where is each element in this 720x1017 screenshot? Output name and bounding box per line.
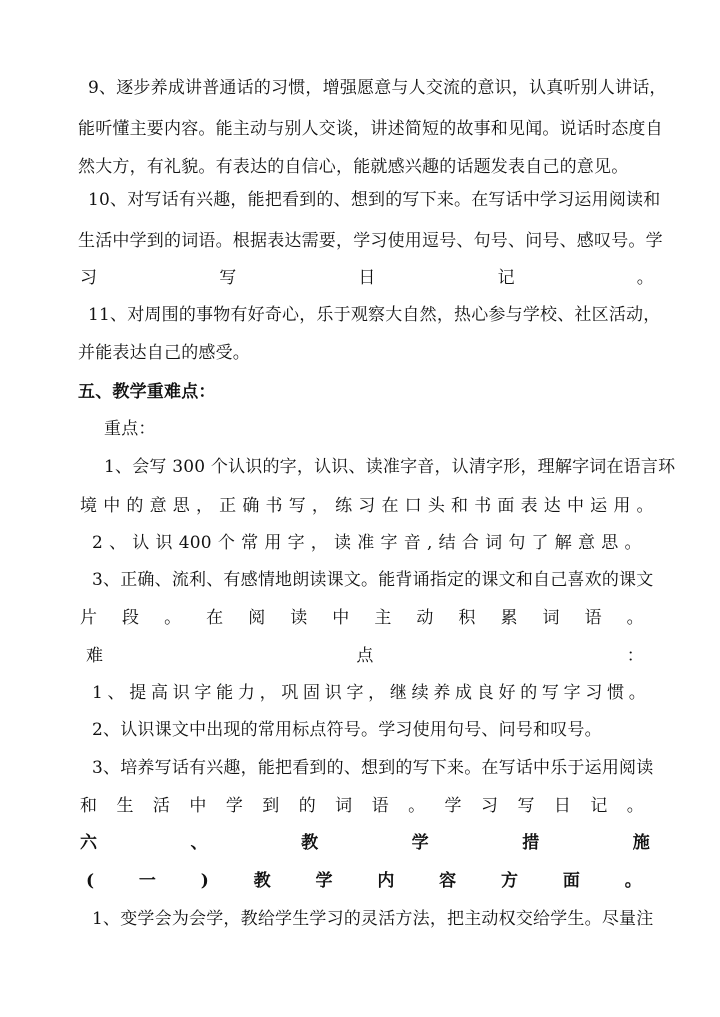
text-token: 运 <box>590 496 608 516</box>
text-token: 。 <box>626 796 644 816</box>
text-token: 中 <box>566 496 585 516</box>
text-token: 表 <box>520 496 538 516</box>
text-token: 词 <box>485 533 503 553</box>
text-token: , <box>426 533 433 553</box>
text-token: 继 <box>389 683 408 703</box>
text-token: 巩 <box>281 683 299 703</box>
text-token: 准 <box>357 533 375 553</box>
text-token: 提 <box>129 683 147 703</box>
section-5-heading: 五、教学重难点： <box>78 382 216 402</box>
text-token: 动 <box>416 608 434 628</box>
text-token: 。 <box>628 683 646 703</box>
text-token: 识 <box>172 683 190 703</box>
text-token: 字 <box>194 683 212 703</box>
measure-1-line-1: 1、变学会为会学，教给学生学习的灵活方法，把主动权交给学生。尽量注 <box>92 909 654 929</box>
text-token: 确 <box>242 496 260 516</box>
text-token: 音 <box>403 533 421 553</box>
text-token: 生 <box>116 796 134 816</box>
text-token: 好 <box>498 683 516 703</box>
text-token: ， <box>310 533 328 553</box>
p10-line-2: 生活中学到的词语。根据表达需要，学习使用逗号、句号、问号、感叹号。学 <box>78 231 663 251</box>
text-token: ： <box>626 646 644 666</box>
text-token: 点 <box>356 646 374 666</box>
p9-line-3: 然大方，有礼貌。有表达的自信心，能就感兴趣的话题发表自己的意见。 <box>78 157 629 177</box>
p9-line-1: 9、逐步养成讲普通话的习惯，增强愿意与人交流的意识，认真听别人讲话， <box>88 78 667 98</box>
text-token: 2 <box>92 533 104 553</box>
text-token: 用 <box>613 496 631 516</box>
difficult-3-line-2 <box>80 794 644 818</box>
text-token: 施 <box>632 833 650 853</box>
text-token: 教 <box>301 833 319 853</box>
text-token: 容 <box>439 871 457 891</box>
text-token: 片 <box>80 608 98 628</box>
text-token: 书 <box>265 496 283 516</box>
text-token: 续 <box>411 683 429 703</box>
text-token: 高 <box>150 683 169 703</box>
text-token: ， <box>311 496 330 516</box>
text-token: 。 <box>636 496 654 516</box>
text-token: ， <box>195 496 214 516</box>
text-token: 成 <box>455 683 473 703</box>
subsection-1-heading <box>86 869 642 893</box>
text-token: 良 <box>476 683 494 703</box>
text-token: 意 <box>149 496 167 516</box>
text-token: 力 <box>237 683 256 703</box>
text-token: 写 <box>219 268 237 288</box>
text-token: 词 <box>335 796 353 816</box>
text-token: 日 <box>358 268 376 288</box>
key-3-line-2 <box>80 606 644 630</box>
text-token: 学 <box>411 833 429 853</box>
text-token: 到 <box>262 796 280 816</box>
text-token: 一 <box>138 871 157 891</box>
text-token: 的 <box>126 496 144 516</box>
text-token: 和 <box>80 796 98 816</box>
text-token: 意 <box>578 533 596 553</box>
text-token: 累 <box>500 608 518 628</box>
text-token: 书 <box>474 496 492 516</box>
text-token: 习 <box>480 796 499 816</box>
text-token: ， <box>368 683 386 703</box>
text-token: 合 <box>461 533 480 553</box>
text-token: 练 <box>335 496 353 516</box>
text-token: 读 <box>334 533 352 553</box>
text-token: 口 <box>404 496 422 516</box>
text-token: 语 <box>584 608 602 628</box>
text-token: 。 <box>636 268 654 288</box>
text-token: 认 <box>132 533 150 553</box>
text-token: 的 <box>298 796 316 816</box>
text-token: 写 <box>288 496 306 516</box>
text-token: 能 <box>216 683 234 703</box>
text-token: 活 <box>152 796 171 816</box>
text-token: 字 <box>380 533 398 553</box>
text-token: 1 <box>92 683 104 703</box>
text-token: 写 <box>541 683 560 703</box>
p10-line-1: 10、对写话有兴趣，能把看到的、想到的写下来。在写话中学习运用阅读和 <box>88 190 661 210</box>
text-token: 。 <box>624 871 642 891</box>
text-token: 常 <box>241 533 259 553</box>
text-token: 难 <box>86 646 104 666</box>
text-token: 。 <box>164 608 182 628</box>
text-token: 习 <box>358 496 376 516</box>
text-token: 中 <box>189 796 207 816</box>
text-token: 识 <box>324 683 342 703</box>
text-token: 语 <box>371 796 389 816</box>
key-3-line-1: 3、正确、流利、有感情地朗读课文。能背诵指定的课文和自己喜欢的课文 <box>92 570 654 590</box>
text-token: 习 <box>80 268 98 288</box>
difficult-points-label <box>86 644 644 668</box>
text-token: 教 <box>253 871 271 891</box>
text-token: 学 <box>225 796 244 816</box>
text-token: ) <box>200 871 209 891</box>
text-token: 固 <box>303 683 321 703</box>
text-token: 写 <box>517 796 535 816</box>
text-token: 。 <box>624 533 642 553</box>
text-token: 面 <box>562 871 581 891</box>
text-token: 中 <box>103 496 121 516</box>
text-token: 内 <box>377 871 395 891</box>
p11-line-2: 并能表达自己的感受。 <box>78 343 250 363</box>
text-token: 达 <box>543 496 561 516</box>
text-token: 学 <box>315 871 333 891</box>
text-token: 养 <box>433 683 451 703</box>
text-token: 用 <box>264 533 282 553</box>
text-token: 400 <box>178 533 212 553</box>
text-token: 境 <box>80 496 98 516</box>
text-token: 了 <box>531 533 549 553</box>
text-token: 思 <box>601 533 619 553</box>
text-token: 记 <box>497 268 515 288</box>
text-token: 日 <box>553 796 572 816</box>
p9-line-2: 能听懂主要内容。能主动与别人交谈，讲述简短的故事和见闻。说话时态度自 <box>78 119 663 139</box>
text-token: 在 <box>381 496 399 516</box>
text-token: 字 <box>287 533 305 553</box>
text-token: 的 <box>520 683 538 703</box>
text-token: 、 <box>107 683 125 703</box>
text-token: 思 <box>172 496 190 516</box>
text-token: 惯 <box>607 683 625 703</box>
text-token: 。 <box>626 608 644 628</box>
difficult-2: 2、认识课文中出现的常用标点符号。学习使用句号、问号和叹号。 <box>92 720 602 740</box>
text-token: 阅 <box>248 608 266 628</box>
text-token: ， <box>259 683 277 703</box>
difficult-3-line-1: 3、培养写话有兴趣，能把看到的、想到的写下来。在写话中乐于运用阅读 <box>92 758 654 778</box>
difficult-1 <box>92 681 646 705</box>
text-token: 识 <box>155 533 173 553</box>
text-token: 、 <box>109 533 127 553</box>
text-token: 措 <box>522 833 540 853</box>
text-token: 和 <box>451 496 469 516</box>
section-6-heading <box>80 831 650 855</box>
text-token: 正 <box>219 496 237 516</box>
text-token: 、 <box>190 833 208 853</box>
text-token: 方 <box>501 871 519 891</box>
text-token: 主 <box>374 608 392 628</box>
key-2 <box>92 531 642 555</box>
text-token: 中 <box>332 608 350 628</box>
key-1-line-2 <box>80 494 654 518</box>
text-token: 头 <box>427 496 446 516</box>
text-token: 段 <box>122 608 140 628</box>
text-token: 积 <box>458 608 476 628</box>
p10-line-3 <box>80 266 654 290</box>
text-token: 面 <box>497 496 515 516</box>
text-token: 解 <box>554 533 572 553</box>
text-token: ( <box>86 871 95 891</box>
text-token: 记 <box>590 796 608 816</box>
text-token: 结 <box>438 533 456 553</box>
text-token: 六 <box>80 833 98 853</box>
text-token: 词 <box>542 608 560 628</box>
text-token: 读 <box>290 608 308 628</box>
text-token: 个 <box>217 533 236 553</box>
text-token: 在 <box>206 608 224 628</box>
p11-line-1: 11、对周围的事物有好奇心，乐于观察大自然，热心参与学校、社区活动， <box>88 305 661 325</box>
text-token: 学 <box>444 796 462 816</box>
key-1-line-1: 1、会写 300 个认识的字，认识、读准字音，认清字形，理解字词在语言环 <box>104 457 676 477</box>
text-token: 习 <box>585 683 603 703</box>
text-token: 句 <box>508 533 526 553</box>
text-token: 字 <box>346 683 364 703</box>
text-token: 字 <box>563 683 581 703</box>
text-token: 。 <box>408 796 426 816</box>
key-points-label: 重点： <box>104 419 156 439</box>
